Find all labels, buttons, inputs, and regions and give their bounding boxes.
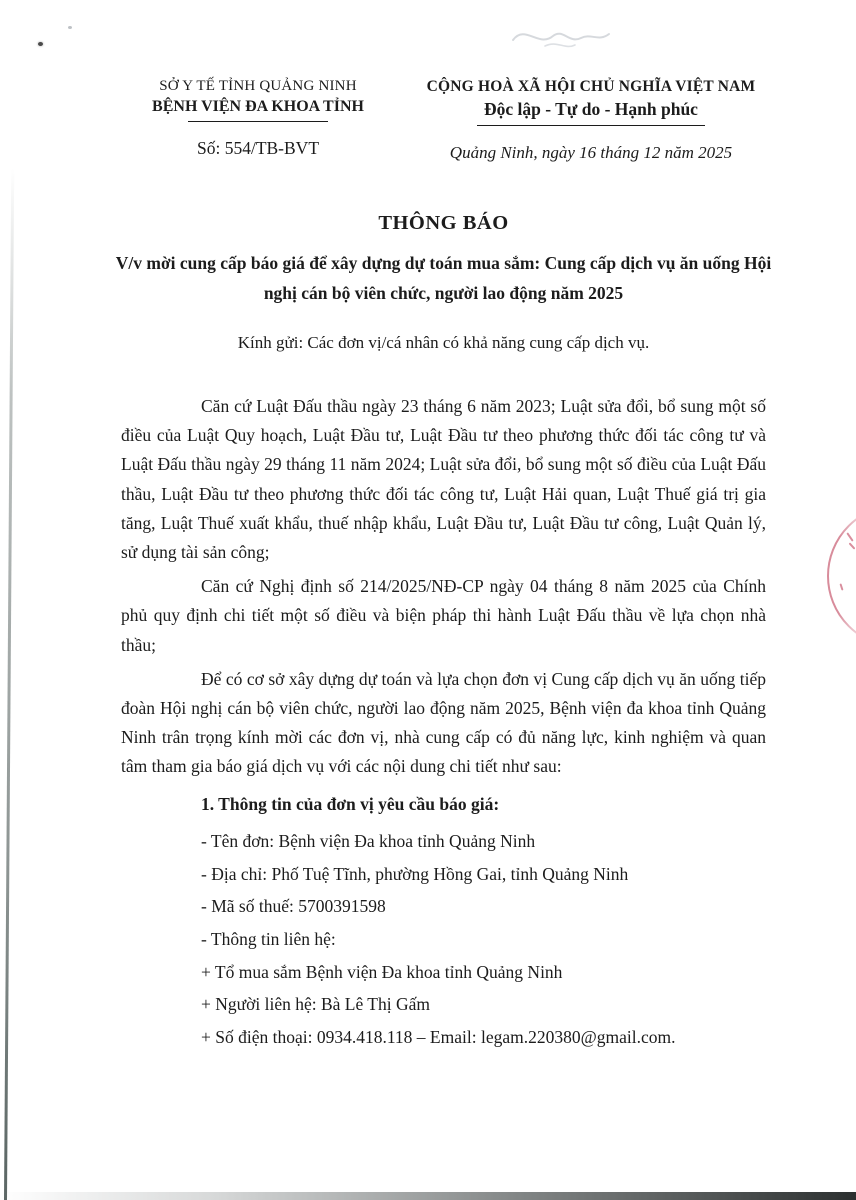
list-item-tax-code: - Mã số thuế: 5700391598	[201, 896, 386, 917]
ink-speck-artifact	[68, 26, 72, 29]
issuing-agency-block	[133, 78, 383, 159]
national-header-block	[408, 78, 774, 163]
title-block	[31, 212, 856, 353]
invitation-paragraph: Để có cơ sở xây dựng dự toán và lựa chọn đơn vị Cung cấp dịch vụ ăn uống tiếp đoàn Hội nghị cán bộ viên chức, người lao động năm 2025, Bệnh viện đa khoa tỉnh Quảng Ninh trân trọng kính mời các đơn vị, nhà cung cấp có đủ năng lực, kinh nghiệm và quan tâm tham gia báo giá dịch vụ với các nội dung chi tiết như sau:	[121, 668, 766, 777]
place-and-date-line: Quảng Ninh, ngày 16 tháng 12 năm 2025	[449, 143, 733, 162]
requester-info-list	[121, 827, 766, 1052]
red-stamp-edge	[815, 495, 856, 655]
decree-basis-paragraph: Căn cứ Nghị định số 214/2025/NĐ-CP ngày 04 tháng 8 năm 2025 của Chính phủ quy định chi tiết một số điều và biện pháp thi hành Luật Đấu thầu về lựa chọn nhà thầu;	[121, 576, 766, 655]
issuing-unit-underline	[188, 121, 328, 122]
red-stamp-arc	[827, 504, 856, 648]
salutation-line: Kính gửi: Các đơn vị/cá nhân có khả năng cung cấp dịch vụ.	[237, 333, 650, 352]
ink-dot-artifact	[38, 42, 43, 46]
document-subject: V/v mời cung cấp báo giá để xây dựng dự toán mua sắm: Cung cấp dịch vụ ăn uống Hội nghị cán bộ viên chức, người lao động năm 2025	[115, 253, 772, 303]
document-body	[121, 392, 766, 1056]
list-item-contact-info: - Thông tin liên hệ:	[201, 928, 336, 949]
national-motto-underline	[477, 125, 705, 126]
scan-edge-line-artifact	[4, 168, 14, 1200]
parent-agency-name: SỞ Y TẾ TỈNH QUẢNG NINH	[159, 78, 357, 94]
legal-basis-paragraph: Căn cứ Luật Đấu thầu ngày 23 tháng 6 năm 2023; Luật sửa đổi, bổ sung một số điều của Luật Quy hoạch, Luật Đầu tư, Luật Đầu tư theo phương thức đối tác công tư và Luật Đấu thầu ngày 29 tháng 11 năm 2024; Luật sửa đổi, bổ sung một số điều của Luật Đấu thầu, Luật Đầu tư theo phương thức đối tác công tư, Luật Hải quan, Luật Thuế giá trị gia tăng, Luật Thuế xuất khẩu, thuế nhập khẩu, Luật Đầu tư, Luật Đầu tư công, Luật Quản lý, sử dụng tài sản công;	[121, 396, 766, 563]
scan-bottom-shadow-artifact	[0, 1192, 856, 1200]
list-item-phone-email: + Số điện thoại: 0934.418.118 – Email: legam.220380@gmail.com.	[201, 1027, 676, 1048]
list-item-contact-person: + Người liên hệ: Bà Lê Thị Gấm	[201, 994, 431, 1015]
pencil-scribble-artifact	[505, 14, 625, 56]
document-title: THÔNG BÁO	[378, 212, 509, 234]
section-1-heading: 1. Thông tin của đơn vị yêu cầu báo giá:	[201, 793, 500, 814]
document-number: Số: 554/TB-BVT	[196, 138, 320, 158]
national-name: CỘNG HOÀ XÃ HỘI CHỦ NGHĨA VIỆT NAM	[426, 78, 756, 95]
national-motto: Độc lập - Tự do - Hạnh phúc	[484, 99, 698, 119]
list-item-unit-name: - Tên đơn: Bệnh viện Đa khoa tỉnh Quảng Ninh	[201, 830, 536, 851]
list-item-address: - Địa chỉ: Phố Tuệ Tĩnh, phường Hồng Gai, tỉnh Quảng Ninh	[201, 863, 629, 884]
list-item-procurement-team: + Tổ mua sắm Bệnh viện Đa khoa tỉnh Quảng Ninh	[201, 961, 563, 982]
issuing-unit-name: BỆNH VIỆN ĐA KHOA TỈNH	[152, 98, 364, 115]
